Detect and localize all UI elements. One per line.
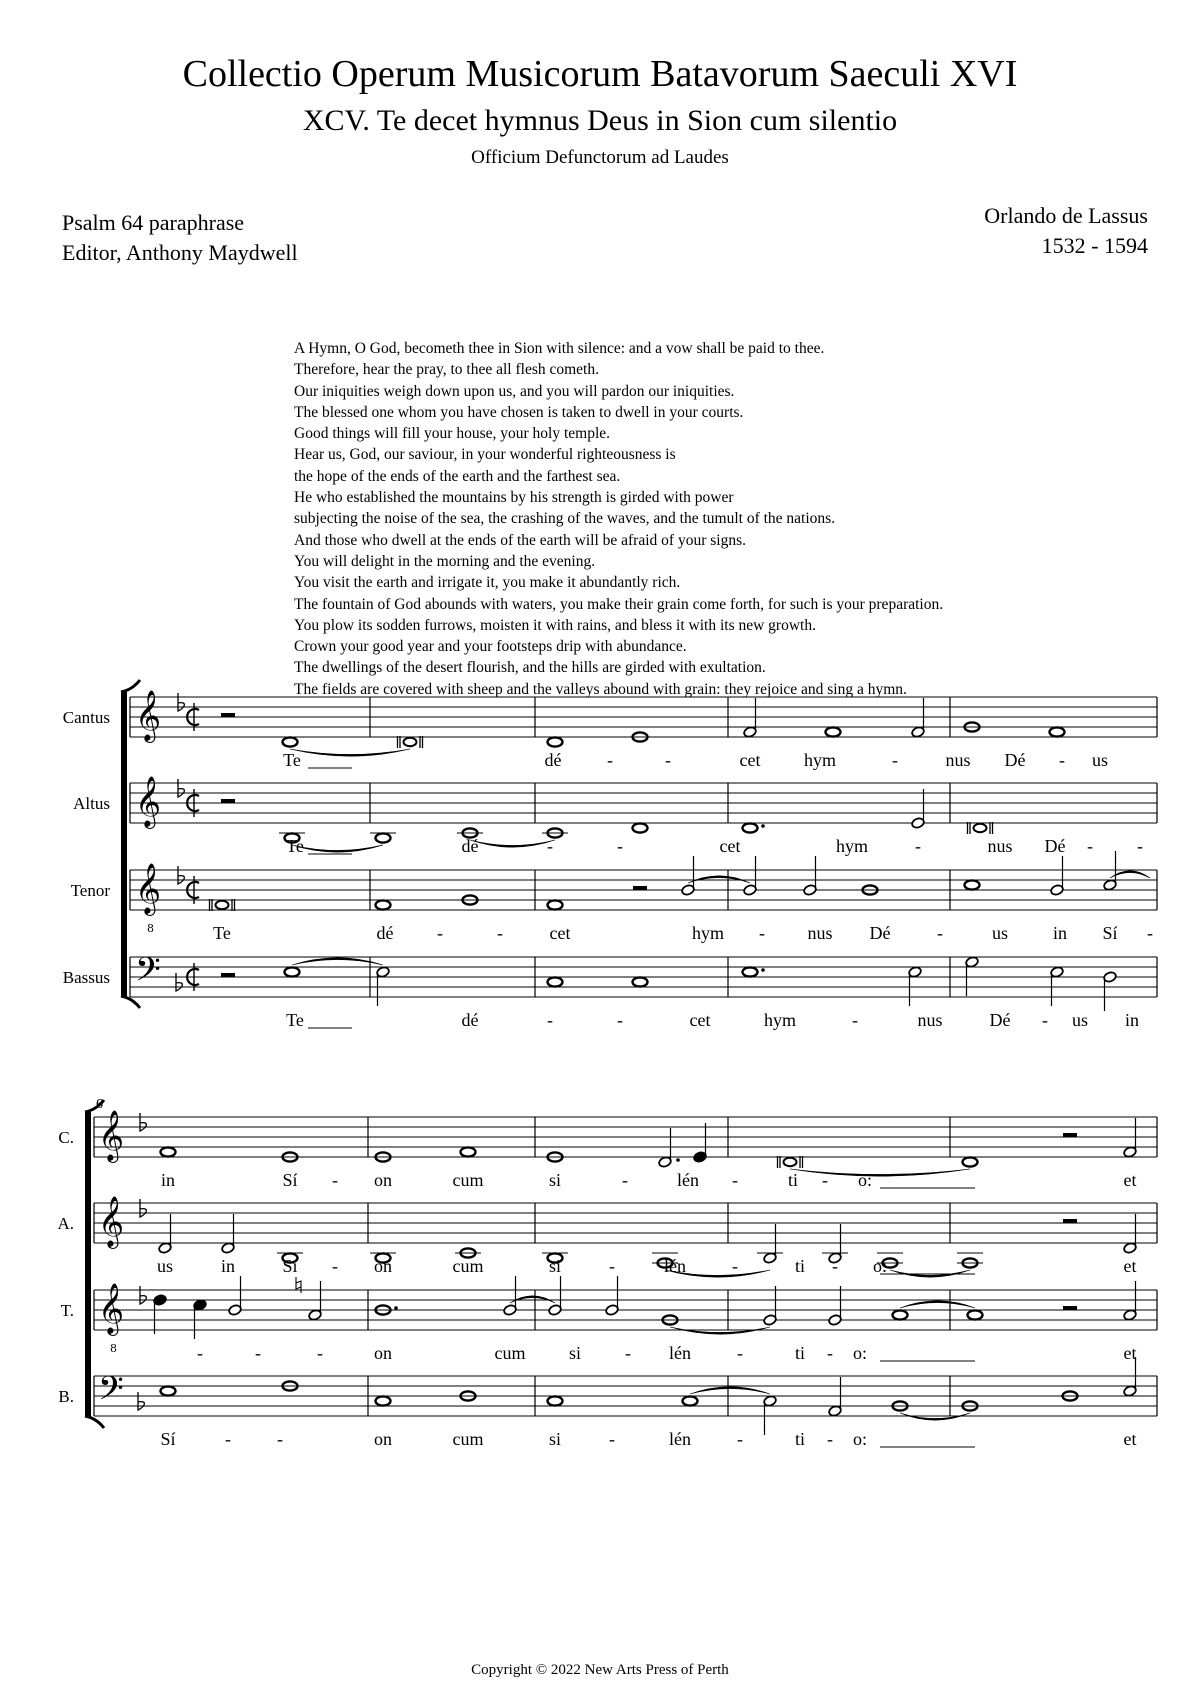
treble-clef-icon: 𝄞 <box>135 776 162 827</box>
lyric-syllable: si <box>548 1170 562 1190</box>
collection-title: Collectio Operum Musicorum Batavorum Saeculi XVI <box>182 53 1018 95</box>
translation-line: Crown your good year and your footsteps drip with abundance. <box>294 638 687 656</box>
lyric-syllable: Sí <box>1102 923 1118 943</box>
lyric-syllable: ti <box>794 1256 806 1276</box>
augmentation-dot <box>676 1158 680 1162</box>
lyric-syllable: - <box>607 750 613 770</box>
translation-line: The dwellings of the desert flourish, and the hills are girded with exultation. <box>294 659 766 677</box>
lyric-syllable: dé <box>544 750 562 770</box>
lyric-syllable: - <box>332 1170 338 1190</box>
lyric-syllable: cet <box>719 836 741 856</box>
composer-name: Orlando de Lassus <box>984 203 1148 228</box>
lyric-syllable: cum <box>452 1256 484 1276</box>
lyric-syllable: us <box>991 923 1009 943</box>
bracket-hook <box>121 996 140 1008</box>
lyric-syllable: et <box>1123 1170 1137 1190</box>
lyric-syllable: Sí <box>282 1170 298 1190</box>
voice-label: Altus <box>73 794 110 813</box>
lyric-syllable: si <box>548 1256 562 1276</box>
treble-clef-icon: 𝄞 <box>98 1283 125 1334</box>
tie-arc <box>292 958 383 965</box>
natural-icon <box>296 1277 301 1293</box>
whole-note <box>965 880 980 889</box>
lyric-syllable: hym <box>803 750 837 770</box>
occasion-subtitle: Officium Defunctorum ad Laudes <box>471 147 729 168</box>
lyric-syllable: on <box>374 1429 392 1449</box>
breve-note <box>974 824 987 832</box>
lyric-syllable: Te <box>213 923 231 943</box>
whole-note <box>285 967 300 976</box>
lyric-syllable: - <box>937 923 943 943</box>
lyric-syllable: - <box>1147 923 1153 943</box>
breve-note <box>404 738 417 746</box>
lyric-syllable: - <box>1059 750 1065 770</box>
lyric-syllable: Dé <box>989 1010 1011 1030</box>
voice-label: B. <box>58 1387 74 1406</box>
breve-note <box>216 901 229 909</box>
bracket-hook <box>85 1416 104 1428</box>
translation-line: Hear us, God, our saviour, in your wonderful righteousness is <box>294 446 676 464</box>
lyric-syllable: nus <box>807 923 833 943</box>
half-rest <box>221 973 235 977</box>
translation-line: And those who dwell at the ends of the earth will be afraid of your signs. <box>294 531 746 549</box>
translation-line: He who established the mountains by his strength is girded with power <box>294 489 734 507</box>
translation-line: A Hymn, O God, becometh thee in Sion with silence: and a vow shall be paid to thee. <box>294 340 825 357</box>
lyric-syllable: dé <box>461 1010 479 1030</box>
lyric-syllable: o: <box>872 1256 888 1276</box>
treble-clef-icon: 𝄞 <box>98 1110 125 1161</box>
lyric-syllable: us <box>1071 1010 1089 1030</box>
whole-note <box>548 737 563 746</box>
measure-number: 6 <box>96 1097 103 1112</box>
whole-note <box>968 1310 983 1319</box>
augmentation-dot <box>761 968 765 972</box>
lyric-syllable: cet <box>689 1010 711 1030</box>
lyric-syllable: - <box>759 923 765 943</box>
lyric-syllable: - <box>332 1256 338 1276</box>
flat-icon <box>178 693 184 711</box>
lyric-syllable: - <box>732 1256 738 1276</box>
lyric-syllable: cum <box>452 1429 484 1449</box>
lyric-syllable: - <box>827 1429 833 1449</box>
lyric-syllable: - <box>915 836 921 856</box>
lyric-syllable: nus <box>945 750 971 770</box>
lyric-syllable: - <box>547 836 553 856</box>
tie-arc <box>470 840 555 847</box>
whole-note <box>893 1310 908 1319</box>
augmentation-dot <box>394 1306 398 1310</box>
lyric-syllable: in <box>220 1256 236 1276</box>
voice-label: A. <box>57 1214 74 1233</box>
half-rest <box>1063 1306 1077 1310</box>
lyric-syllable: - <box>497 923 503 943</box>
whole-note <box>1050 727 1065 736</box>
lyric-syllable: Dé <box>1004 750 1026 770</box>
lyric-syllable: dé <box>376 923 394 943</box>
half-rest <box>221 799 235 803</box>
lyric-syllable: lén <box>669 1343 691 1363</box>
lyric-syllable: nus <box>987 836 1013 856</box>
whole-note <box>161 1386 176 1395</box>
translation-line: Good things will fill your house, your holy temple. <box>294 425 611 443</box>
tie-arc <box>290 749 410 756</box>
lyric-syllable: - <box>437 923 443 943</box>
lyric-syllable: et <box>1123 1343 1137 1363</box>
lyric-syllable: - <box>622 1170 628 1190</box>
whole-note <box>461 1147 476 1156</box>
lyric-syllable: - <box>617 1010 623 1030</box>
lyric-syllable: Sí <box>282 1256 298 1276</box>
lyric-syllable: Dé <box>869 923 891 943</box>
lyric-syllable: - <box>852 1010 858 1030</box>
composer-dates: 1532 - 1594 <box>1041 233 1148 258</box>
flat-icon <box>176 973 182 991</box>
lyric-syllable: - <box>255 1343 261 1363</box>
lyric-syllable: - <box>832 1256 838 1276</box>
whole-note <box>548 1396 563 1405</box>
lyric-syllable: cet <box>549 923 571 943</box>
voice-label: T. <box>60 1301 74 1320</box>
translation-line: The blessed one whom you have chosen is taken to dwell in your courts. <box>294 403 744 421</box>
whole-note <box>963 1157 978 1166</box>
augmentation-dot <box>761 824 765 828</box>
lyric-syllable: ti <box>794 1343 806 1363</box>
tie-arc <box>790 1169 970 1176</box>
lyric-syllable: - <box>277 1429 283 1449</box>
lyric-syllable: on <box>374 1256 392 1276</box>
psalm-source: Psalm 64 paraphrase <box>62 210 245 235</box>
translation-line: The fountain of God abounds with waters, you make their grain come forth, for such is your preparation. <box>294 595 944 613</box>
whole-note <box>548 900 563 909</box>
lyric-syllable: o: <box>852 1343 868 1363</box>
lyric-syllable: - <box>737 1429 743 1449</box>
bass-clef-icon: 𝄢 <box>98 1370 124 1416</box>
lyric-syllable: lén <box>664 1256 686 1276</box>
tie-arc <box>292 845 383 852</box>
lyric-syllable: - <box>609 1256 615 1276</box>
lyric-syllable: Te <box>286 1010 304 1030</box>
lyric-syllable: - <box>827 1343 833 1363</box>
lyric-syllable: o: <box>852 1429 868 1449</box>
lyric-syllable: - <box>609 1429 615 1449</box>
lyric-syllable: - <box>547 1010 553 1030</box>
lyric-syllable: cet <box>739 750 761 770</box>
lyric-syllable: - <box>225 1429 231 1449</box>
translation-line: the hope of the ends of the earth and the farthest sea. <box>294 467 621 485</box>
treble-clef-icon: 𝄞 <box>98 1196 125 1247</box>
lyric-syllable: - <box>822 1170 828 1190</box>
treble-clef-icon: 𝄞 <box>135 863 162 914</box>
half-rest <box>221 713 235 717</box>
voice-label: Bassus <box>62 968 110 987</box>
flat-icon <box>140 1113 146 1131</box>
copyright-footer: Copyright © 2022 New Arts Press of Perth <box>471 1662 729 1678</box>
breve-note <box>784 1158 797 1166</box>
system-bracket <box>121 692 127 996</box>
flat-icon <box>178 866 184 884</box>
lyric-syllable: - <box>197 1343 203 1363</box>
lyric-syllable: us <box>156 1256 174 1276</box>
lyric-syllable: - <box>665 750 671 770</box>
lyric-syllable: - <box>1042 1010 1048 1030</box>
system-bracket <box>85 1112 91 1416</box>
whole-note <box>743 823 758 832</box>
whole-note <box>376 1396 391 1405</box>
whole-note <box>633 977 648 986</box>
flat-icon <box>138 1392 144 1410</box>
lyric-syllable: hym <box>835 836 869 856</box>
lyric-syllable: on <box>374 1343 392 1363</box>
lyric-syllable: dé <box>461 836 479 856</box>
lyric-syllable: - <box>625 1343 631 1363</box>
whole-note <box>633 823 648 832</box>
lyric-syllable: si <box>568 1343 582 1363</box>
lyric-syllable: cum <box>452 1170 484 1190</box>
editor-credit: Editor, Anthony Maydwell <box>62 240 298 265</box>
lyric-syllable: Te <box>286 836 304 856</box>
lyric-syllable: - <box>1137 836 1143 856</box>
flat-icon <box>178 779 184 797</box>
lyric-syllable: in <box>1124 1010 1140 1030</box>
lyric-syllable: Dé <box>1044 836 1066 856</box>
lyric-syllable: - <box>617 836 623 856</box>
lyric-syllable: o: <box>857 1170 873 1190</box>
translation-line: You visit the earth and irrigate it, you make it abundantly rich. <box>294 574 681 592</box>
whole-note <box>826 727 841 736</box>
translation-line: Our iniquities weigh down upon us, and you will pardon our iniquities. <box>294 382 735 400</box>
lyric-syllable: on <box>374 1170 392 1190</box>
translation-line: subjecting the noise of the sea, the crashing of the waves, and the tumult of the nations. <box>294 510 836 528</box>
lyric-syllable: - <box>892 750 898 770</box>
lyric-syllable: - <box>732 1170 738 1190</box>
lyric-syllable: Sí <box>160 1429 176 1449</box>
lyric-syllable: us <box>1091 750 1109 770</box>
lyric-syllable: si <box>548 1429 562 1449</box>
lyric-syllable: in <box>1052 923 1068 943</box>
lyric-syllable: cum <box>494 1343 526 1363</box>
whole-note <box>376 833 391 842</box>
translation-line: Therefore, hear the pray, to thee all flesh cometh. <box>294 361 599 379</box>
lyric-syllable: lén <box>669 1429 691 1449</box>
voice-label: Tenor <box>70 881 110 900</box>
lyric-syllable: in <box>160 1170 176 1190</box>
lyric-syllable: ti <box>787 1170 799 1190</box>
translation-line: The fields are covered with sheep and the valleys abound with grain: they rejoice and sing a hymn. <box>294 680 907 698</box>
tie-arc <box>900 1301 975 1308</box>
treble-clef-icon: 𝄞 <box>135 690 162 741</box>
half-rest <box>633 886 647 890</box>
tie-arc <box>510 1296 555 1303</box>
voice-label: Cantus <box>62 708 110 727</box>
lyric-syllable: hym <box>763 1010 797 1030</box>
half-rest <box>1063 1133 1077 1137</box>
octave-eight-marker: 8 <box>110 1342 117 1355</box>
whole-note <box>376 900 391 909</box>
flat-icon <box>140 1286 146 1304</box>
lyric-syllable: lén <box>677 1170 699 1190</box>
whole-note <box>283 737 298 746</box>
lyric-syllable: et <box>1123 1429 1137 1449</box>
translation-line: You will delight in the morning and the evening. <box>294 552 596 570</box>
whole-note <box>548 977 563 986</box>
tie-arc <box>688 876 750 883</box>
lyric-syllable: Te <box>283 750 301 770</box>
lyric-syllable: et <box>1123 1256 1137 1276</box>
lyric-syllable: - <box>1087 836 1093 856</box>
tie-arc <box>690 1387 770 1394</box>
voice-label: C. <box>58 1128 74 1147</box>
half-rest <box>1063 1219 1077 1223</box>
lyric-syllable: nus <box>917 1010 943 1030</box>
bass-clef-icon: 𝄢 <box>135 951 161 997</box>
whole-note <box>683 1396 698 1405</box>
tie-arc <box>670 1327 770 1334</box>
lyric-syllable: ti <box>794 1429 806 1449</box>
whole-note <box>161 1147 176 1156</box>
lyric-syllable: hym <box>691 923 725 943</box>
translation-line: You plow its sodden furrows, moisten it with rains, and bless it with its new growth. <box>294 616 816 634</box>
whole-note <box>743 967 758 976</box>
flat-icon <box>140 1199 146 1217</box>
lyric-syllable: - <box>737 1343 743 1363</box>
lyric-syllable: - <box>317 1343 323 1363</box>
tie-arc <box>900 1413 970 1420</box>
piece-title: XCV. Te decet hymnus Deus in Sion cum silentio <box>302 104 898 137</box>
octave-eight-marker: 8 <box>147 922 154 935</box>
